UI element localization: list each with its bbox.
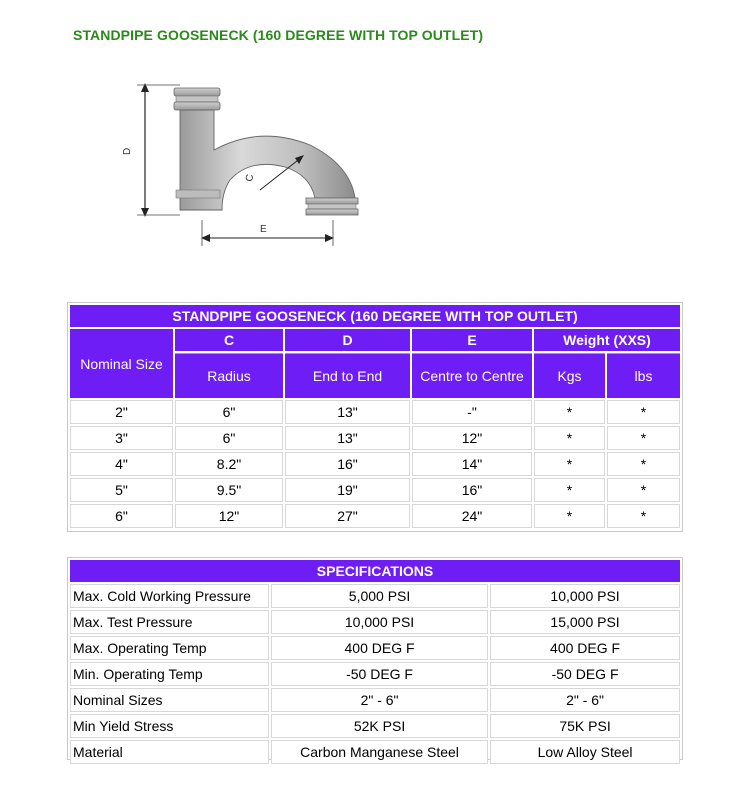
- spec-value-carbon: -50 DEG F: [271, 662, 488, 686]
- table-row: [70, 714, 680, 738]
- cell-lbs: *: [607, 400, 680, 424]
- cell-radius: 6": [175, 426, 283, 450]
- table-row: [70, 662, 680, 686]
- cell-end-to-end: 13": [285, 400, 410, 424]
- spec-label: Max. Cold Working Pressure: [70, 584, 269, 608]
- spec-value-alloy: Low Alloy Steel: [490, 740, 680, 764]
- cell-centre-to-centre: 24": [412, 504, 532, 528]
- cell-kgs: *: [534, 504, 605, 528]
- subheader-centre-to-centre: Centre to Centre: [412, 353, 532, 398]
- dimensions-table: [68, 303, 682, 530]
- nominal-size-header: Nominal Size: [70, 329, 173, 398]
- cell-end-to-end: 27": [285, 504, 410, 528]
- spec-label: Nominal Sizes: [70, 688, 269, 712]
- table-row: [70, 584, 680, 608]
- spec-value-carbon: 2" - 6": [271, 688, 488, 712]
- header-weight: Weight (XXS): [534, 329, 680, 351]
- spec-value-alloy: 10,000 PSI: [490, 584, 680, 608]
- spec-value-alloy: 2" - 6": [490, 688, 680, 712]
- dimensions-table-title: STANDPIPE GOOSENECK (160 DEGREE WITH TOP OUTLET): [70, 305, 680, 327]
- table-row: [70, 426, 680, 450]
- cell-nominal-size: 3": [70, 426, 173, 450]
- dimension-d: [122, 83, 180, 217]
- cell-centre-to-centre: 14": [412, 452, 532, 476]
- subheader-kgs: Kgs: [534, 353, 605, 398]
- subheader-radius: Radius: [175, 353, 283, 398]
- subheader-end-to-end: End to End: [285, 353, 410, 398]
- spec-value-carbon: 5,000 PSI: [271, 584, 488, 608]
- cell-nominal-size: 2": [70, 400, 173, 424]
- spec-value-alloy: 400 DEG F: [490, 636, 680, 660]
- cell-end-to-end: 13": [285, 426, 410, 450]
- specifications-table-container: [67, 557, 683, 760]
- pipe-body: [174, 88, 358, 215]
- table-row: [70, 400, 680, 424]
- cell-kgs: *: [534, 452, 605, 476]
- cell-centre-to-centre: 12": [412, 426, 532, 450]
- table-row: [70, 452, 680, 476]
- table-row: [70, 504, 680, 528]
- cell-centre-to-centre: 16": [412, 478, 532, 502]
- cell-end-to-end: 16": [285, 452, 410, 476]
- spec-value-carbon: Carbon Manganese Steel: [271, 740, 488, 764]
- spec-label: Min Yield Stress: [70, 714, 269, 738]
- subheader-lbs: lbs: [607, 353, 680, 398]
- spec-value-alloy: 15,000 PSI: [490, 610, 680, 634]
- table-row: [70, 636, 680, 660]
- dimensions-table-container: [67, 302, 683, 532]
- cell-nominal-size: 4": [70, 452, 173, 476]
- spec-value-carbon: 10,000 PSI: [271, 610, 488, 634]
- specifications-title: SPECIFICATIONS: [70, 560, 680, 582]
- table-row: [70, 478, 680, 502]
- cell-kgs: *: [534, 426, 605, 450]
- spec-label: Min. Operating Temp: [70, 662, 269, 686]
- label-d: D: [122, 147, 133, 155]
- cell-kgs: *: [534, 400, 605, 424]
- header-e: E: [412, 329, 532, 351]
- table-row: [70, 610, 680, 634]
- spec-value-carbon: 52K PSI: [271, 714, 488, 738]
- label-e: E: [260, 224, 267, 235]
- spec-value-carbon: 400 DEG F: [271, 636, 488, 660]
- gooseneck-diagram: [110, 70, 380, 255]
- cell-lbs: *: [607, 426, 680, 450]
- spec-label: Max. Test Pressure: [70, 610, 269, 634]
- cell-radius: 8.2": [175, 452, 283, 476]
- header-c: C: [175, 329, 283, 351]
- cell-lbs: *: [607, 504, 680, 528]
- cell-centre-to-centre: -": [412, 400, 532, 424]
- page-title: STANDPIPE GOOSENECK (160 DEGREE WITH TOP OUTLET): [73, 27, 484, 43]
- cell-lbs: *: [607, 478, 680, 502]
- dimension-e: [201, 220, 334, 246]
- specifications-table: [68, 558, 682, 766]
- label-c: C: [244, 173, 257, 183]
- cell-lbs: *: [607, 452, 680, 476]
- cell-nominal-size: 6": [70, 504, 173, 528]
- cell-radius: 6": [175, 400, 283, 424]
- cell-nominal-size: 5": [70, 478, 173, 502]
- spec-label: Material: [70, 740, 269, 764]
- cell-radius: 9.5": [175, 478, 283, 502]
- table-row: [70, 688, 680, 712]
- spec-label: Max. Operating Temp: [70, 636, 269, 660]
- cell-kgs: *: [534, 478, 605, 502]
- spec-value-alloy: 75K PSI: [490, 714, 680, 738]
- header-d: D: [285, 329, 410, 351]
- spec-value-alloy: -50 DEG F: [490, 662, 680, 686]
- cell-end-to-end: 19": [285, 478, 410, 502]
- table-row: [70, 740, 680, 764]
- cell-radius: 12": [175, 504, 283, 528]
